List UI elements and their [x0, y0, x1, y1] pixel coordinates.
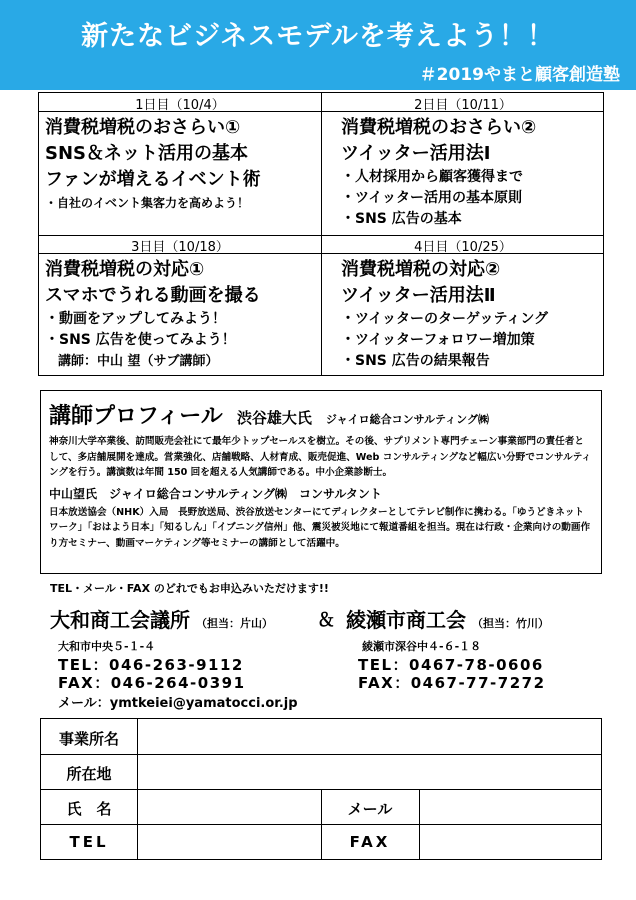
- org-ayase: [346, 604, 549, 633]
- day-3-bullet: ・SNS 広告を使ってみよう！: [45, 332, 236, 348]
- schedule-table: [38, 92, 604, 376]
- day-1-title: SNS＆ネット活用の基本: [45, 143, 248, 164]
- instructor-company: ジャイロ総合コンサルティング㈱: [325, 413, 489, 426]
- fax-label: FAX: [349, 833, 391, 851]
- ampersand: ＆: [317, 610, 335, 631]
- email-field[interactable]: [420, 790, 601, 824]
- org-yamato-contact-person: （担当：片山）: [196, 617, 273, 630]
- day-1-heading: 1日目（10/4）: [135, 98, 225, 113]
- day-3-title: 消費税増税の対応①: [45, 259, 205, 280]
- day-4-content: [341, 257, 548, 372]
- name-label: 氏 名: [66, 800, 112, 818]
- company-name-field[interactable]: [138, 719, 601, 754]
- day-2-title: ツイッター活用法Ⅰ: [341, 143, 491, 164]
- day-4-title: ツイッター活用法Ⅱ: [341, 285, 496, 306]
- day-2-bullet: ・ツイッター活用の基本原則: [341, 190, 523, 206]
- instructor-profile: [40, 390, 602, 574]
- day-4-heading: 4日目（10/25）: [414, 240, 512, 255]
- profile-heading: [49, 399, 593, 430]
- day-3-title: スマホでうれる動画を撮る: [45, 285, 261, 306]
- org-ayase-contact-person: （担当：竹川）: [472, 617, 549, 630]
- org-yamato-email[interactable]: メール：ymtkeiei@yamatocci.or.jp: [58, 696, 298, 711]
- address-label: 所在地: [66, 765, 112, 783]
- day-4-title: 消費税増税の対応②: [341, 259, 501, 280]
- org-yamato-fax: FAX：046-264-0391: [58, 674, 246, 692]
- org-ayase-address: 綾瀬市深谷中４-６-１８: [362, 640, 482, 653]
- application-form: [40, 718, 602, 860]
- tel-label: TEL: [69, 833, 109, 851]
- instructor-name: 渋谷雄大氏: [236, 409, 312, 427]
- day-4-bullet: ・SNS 広告の結果報告: [341, 353, 490, 369]
- profile-title: 講師プロフィール: [49, 404, 223, 429]
- org-yamato-tel[interactable]: TEL：046-263-9112: [58, 656, 244, 674]
- day-2-heading: 2日目（10/11）: [414, 98, 512, 113]
- divider: [321, 93, 322, 375]
- tel-field[interactable]: [138, 825, 321, 859]
- second-instructor-bio: 日本放送協会（NHK）入局 長野放送局、渋谷放送センターにてディレクターとしてテレビ制作に携わる。「ゆうどきネットワーク」「おはよう日本」「知るしん」「イブニング信州」他、震災被災地にて報道番組を担当。現在は行政・企業向けの動画作り方セミナー、動画マーケティング等セミナーの講師として活躍中。: [49, 506, 591, 549]
- day-1-title: ファンが増えるイベント術: [45, 169, 261, 190]
- page-title: 新たなビジネスモデルを考えよう！！: [81, 21, 555, 52]
- day-1-title: 消費税増税のおさらい①: [45, 117, 241, 138]
- contact-note: TEL・メール・FAX のどれでもお申込みいただけます!!: [50, 582, 329, 595]
- day-4-bullet: ・ツイッターのターゲッティング: [341, 311, 549, 327]
- day-1-content: [45, 115, 261, 214]
- day-3-bullet: ・動画をアップしてみよう！: [45, 311, 227, 327]
- day-2-bullet: ・SNS 広告の基本: [341, 211, 462, 227]
- day-2-content: [341, 115, 536, 230]
- day-2-title: 消費税増税のおさらい②: [341, 117, 537, 138]
- org-ayase-fax: FAX：0467-77-7272: [358, 674, 546, 692]
- org-yamato-address: 大和市中央５-１-４: [58, 640, 156, 653]
- org-yamato-name: 大和商工会議所: [50, 608, 190, 632]
- org-ayase-phone: [358, 656, 546, 692]
- day-3-bullet: 講師：中山 望（サブ講師）: [45, 354, 219, 369]
- company-name-label: 事業所名: [58, 730, 119, 748]
- second-instructor-heading: 中山望氏 ジャイロ総合コンサルティング㈱ コンサルタント: [49, 486, 382, 501]
- org-yamato-phone: [58, 656, 246, 692]
- day-1-bullet: ・自社のイベント集客力を高めよう！: [45, 196, 250, 210]
- header-banner: [0, 0, 636, 90]
- org-ayase-tel[interactable]: TEL：0467-78-0606: [358, 656, 544, 674]
- org-ayase-name: 綾瀬市商工会: [346, 608, 466, 632]
- fax-field[interactable]: [420, 825, 601, 859]
- name-field[interactable]: [138, 790, 321, 824]
- day-2-bullet: ・人材採用から顧客獲得まで: [341, 169, 523, 185]
- day-3-content: [45, 257, 261, 372]
- day-3-heading: 3日目（10/18）: [131, 240, 229, 255]
- email-label: メール: [347, 800, 393, 818]
- day-4-bullet: ・ツイッターフォロワー増加策: [341, 332, 535, 348]
- address-field[interactable]: [138, 755, 601, 789]
- org-yamato: [50, 604, 273, 633]
- page-subtitle: ＃2019やまと顧客創造塾: [419, 65, 620, 85]
- instructor-bio: 神奈川大学卒業後、訪問販売会社にて最年少トップセールスを樹立。その後、サプリメント専門チェーン事業部門の責任者として、多店舗展開を達成。営業強化、店舗戦略、人材育成、販売促進、Web コンサルティングなど幅広い分野でコンサルティングを行う。講演数は年間 150 回を超える人気講師である。中小企業診断士。: [49, 436, 592, 478]
